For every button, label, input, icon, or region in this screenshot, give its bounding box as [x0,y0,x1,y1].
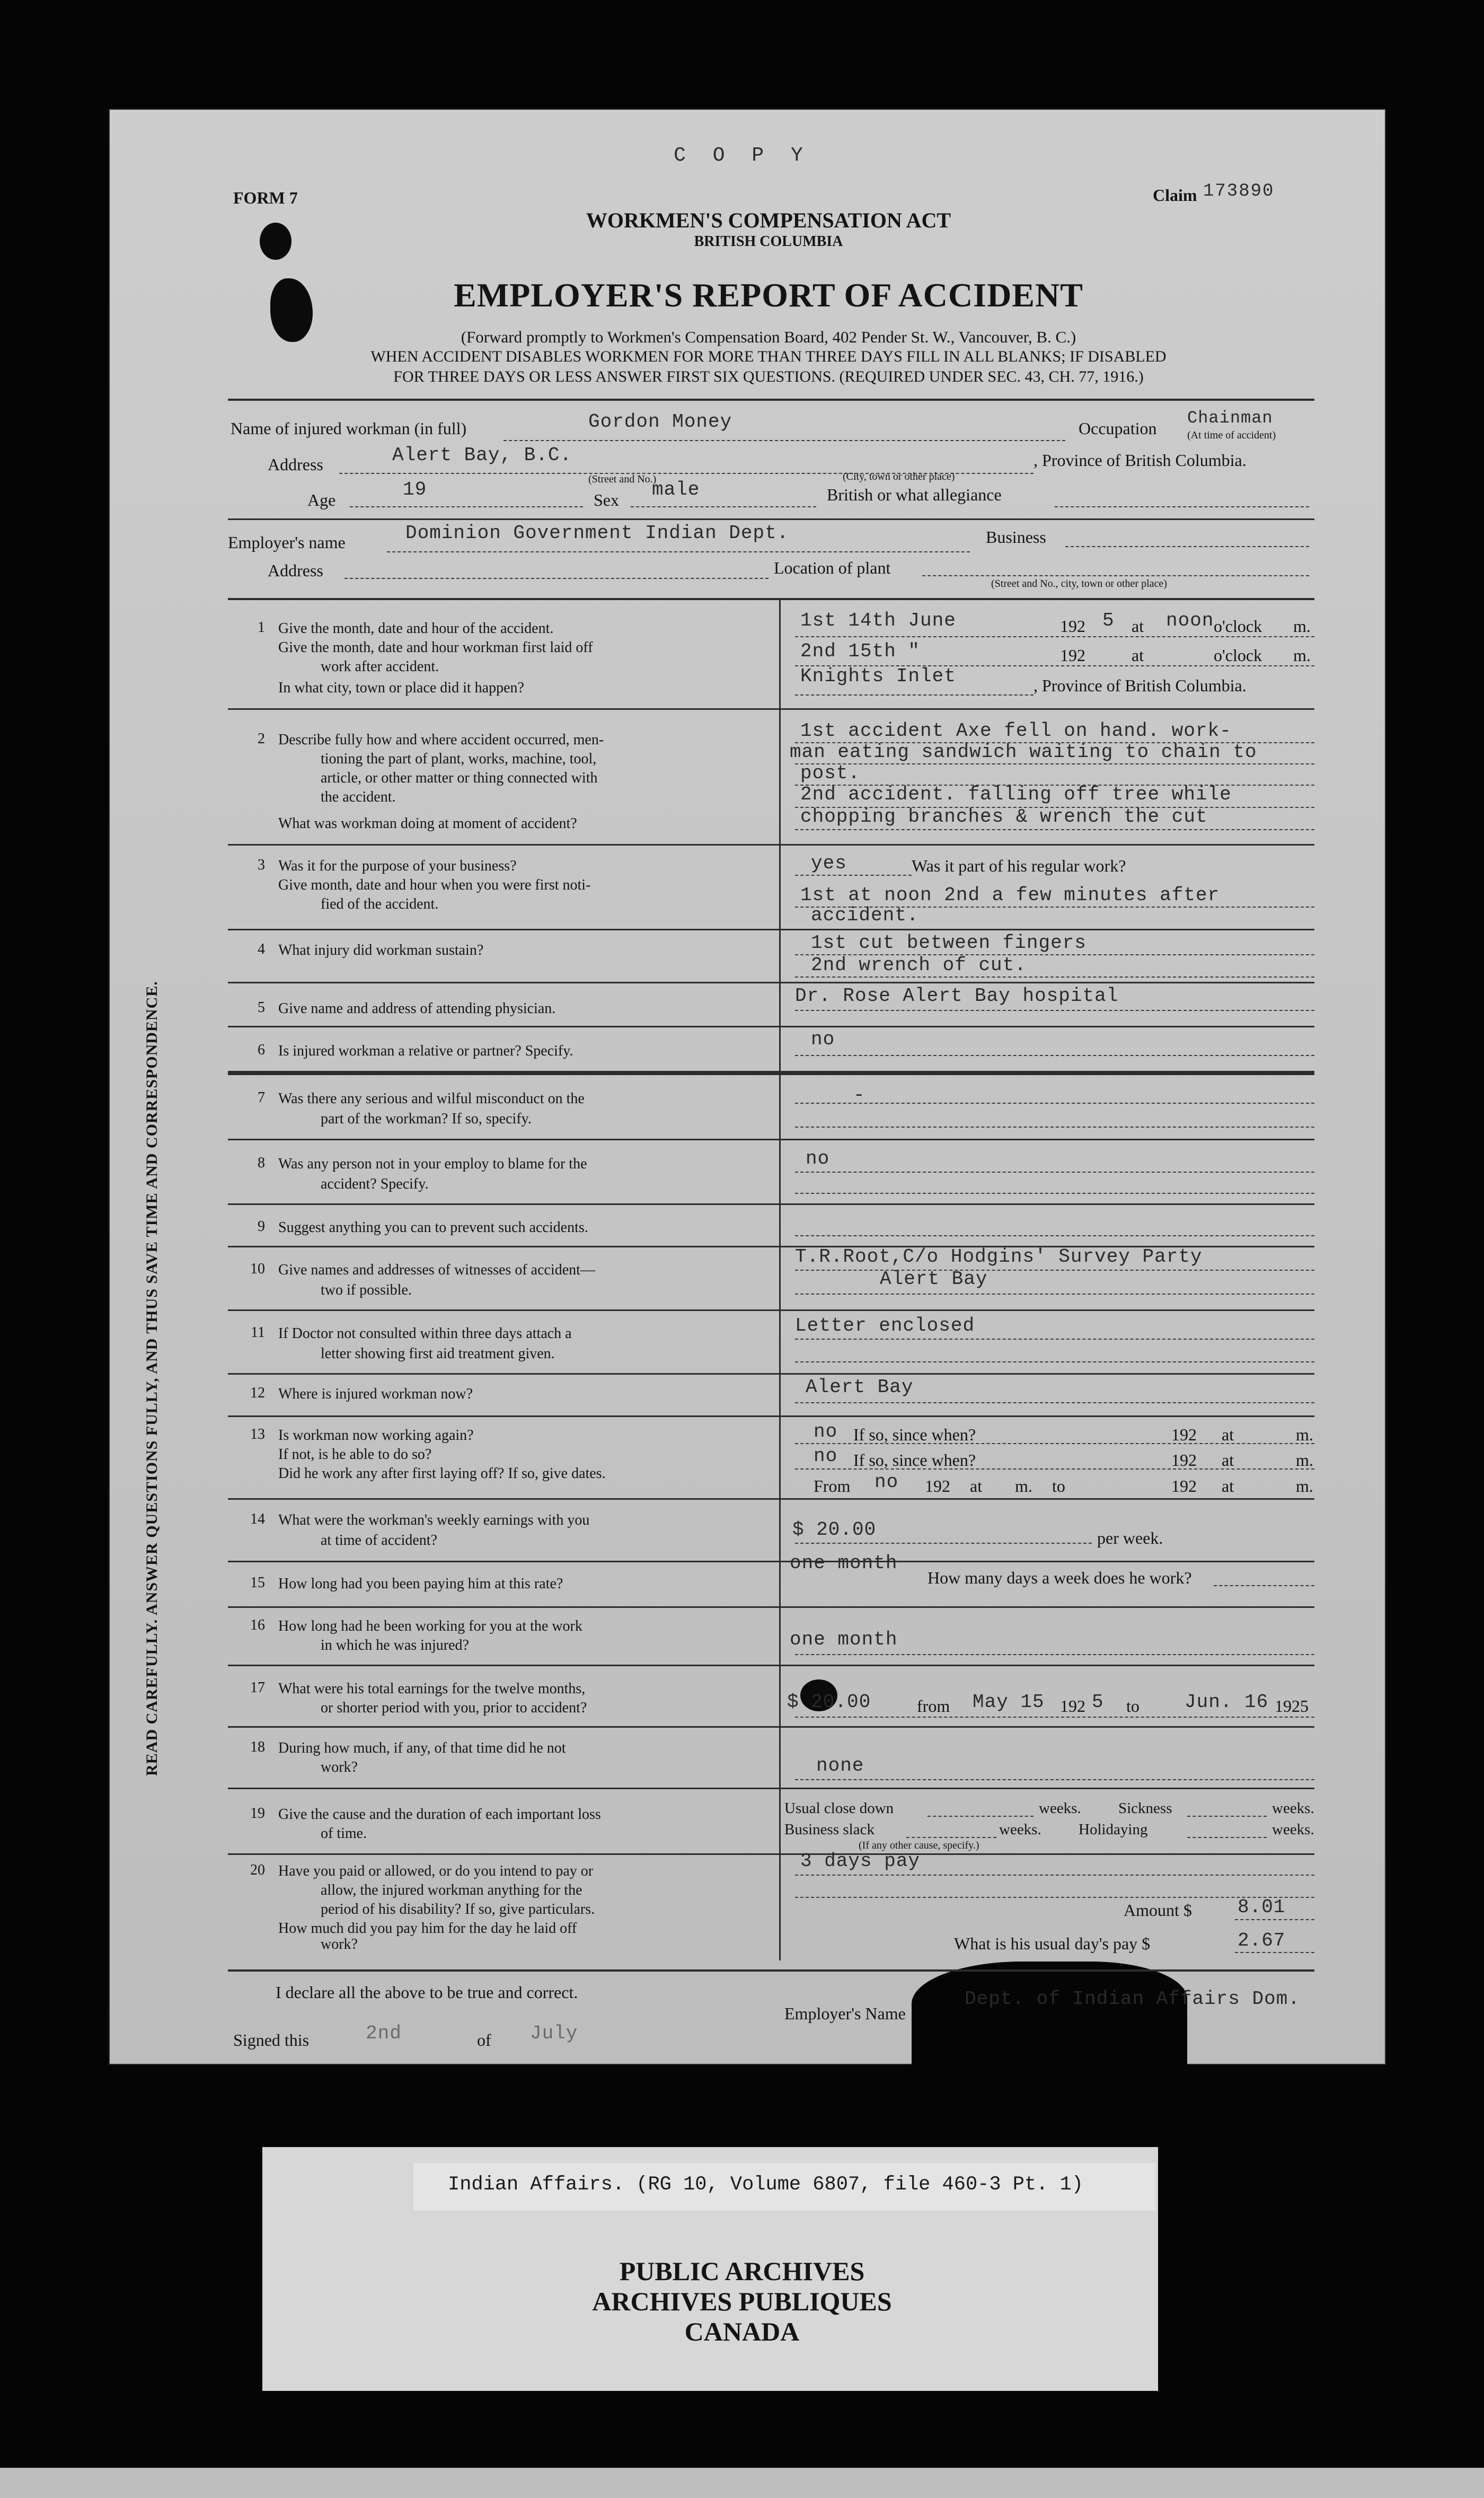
field-line [1055,506,1309,507]
answer-13-m-2: m. [1296,1450,1313,1470]
question-number: 6 [258,1042,265,1058]
question-number: 13 [250,1426,265,1442]
question-text: How long had he been working for you at the work [278,1618,582,1634]
answer-20-amount-label: Amount $ [1124,1901,1192,1920]
question-number: 12 [250,1385,265,1401]
answer-17-to-value: Jun. 16 [1185,1691,1269,1713]
sex-value: male [652,479,700,500]
answer-16: one month [790,1629,898,1650]
employer-name-footer-label: Employer's Name [784,2004,906,2023]
question-number: 16 [250,1617,265,1633]
field-line [795,1127,1314,1128]
answer-3-yes: yes [811,852,847,874]
age-value: 19 [403,479,427,500]
field-line [795,1654,1314,1655]
field-line [795,1468,1314,1470]
answer-13-to-year: 192 [1171,1476,1197,1496]
answer-1-oclock-2: o'clock [1214,646,1262,665]
question-text: In what city, town or place did it happen? [278,680,524,696]
row-divider [228,982,1314,983]
question-text: at time of accident? [321,1532,437,1549]
answer-17-year-2: 1925 [1275,1696,1309,1716]
question-text: Give names and addresses of witnesses of accident— [278,1262,595,1278]
answer-1-year-1: 192 [1060,617,1085,636]
question-text: Have you paid or allowed, or do you intend to pay or [278,1863,594,1879]
answer-17-to: to [1126,1696,1140,1716]
field-line [795,907,1314,908]
workman-name-label: Name of injured workman (in full) [231,419,467,438]
field-line [795,875,912,876]
answer-13-to-m: m. [1296,1476,1313,1496]
employer-name-footer-value: Dept. of Indian Affairs Dom. [965,1988,1300,2010]
answer-10-line-1: T.R.Root,C/o Hodgins' Survey Party [795,1246,1203,1268]
field-line [795,1235,1314,1236]
question-text: work? [321,1759,358,1775]
answer-13-since-1: If so, since when? [853,1425,976,1444]
field-line [1235,1952,1314,1953]
row-divider [228,1561,1314,1562]
question-number: 3 [258,857,265,873]
field-line [795,1294,1314,1295]
employer-name-label: Employer's name [228,533,346,552]
answer-13-from-value: no [874,1471,899,1493]
answer-12: Alert Bay [806,1376,914,1398]
answer-13-from: From [814,1476,851,1496]
location-note: (Street and No., city, town or other place) [991,578,1167,590]
province-title: BRITISH COLUMBIA [694,233,843,250]
instructions-line-3: FOR THREE DAYS OR LESS ANSWER FIRST SIX QUESTIONS. (REQUIRED UNDER SEC. 43, CH. 77, 1916.) [393,368,1144,385]
question-text: Describe fully how and where accident occurred, men- [278,732,604,748]
address-label: Address [268,455,323,474]
field-line [795,1443,1314,1444]
declaration: I declare all the above to be true and correct. [276,1983,578,2002]
location-label: Location of plant [774,558,891,577]
answer-19-weeks-1: weeks. [1039,1800,1081,1817]
field-line [795,785,1314,786]
question-text: Give the month, date and hour of the accident. [278,620,554,637]
question-text: How much did you pay him for the day he laid off [278,1920,577,1937]
business-label: Business [986,527,1046,547]
question-number: 5 [258,999,265,1016]
field-line [795,977,1314,978]
answer-17-year-digit: 5 [1092,1691,1104,1713]
question-text: fied of the accident. [321,896,439,912]
answer-20-usual: 2.67 [1238,1930,1286,1951]
answer-4-line-1: 1st cut between fingers [811,932,1086,954]
allegiance-label: British or what allegiance [827,485,1002,504]
question-text: Was it for the purpose of your business? [278,858,517,874]
thick-divider [228,1071,1314,1075]
question-text: What were the workman's weekly earnings with you [278,1512,590,1528]
answer-13-no-2: no [814,1445,838,1467]
question-number: 14 [250,1511,265,1527]
answer-13-year-1: 192 [1171,1425,1197,1444]
page-title: EMPLOYER'S REPORT OF ACCIDENT [454,276,1083,314]
answer-1-province: , Province of British Columbia. [1034,676,1247,695]
field-line [795,763,1314,764]
bottom-band [0,2468,1484,2498]
answer-1-date-1: 1st 14th June [800,610,956,631]
question-text: Give the cause and the duration of each important loss [278,1806,601,1823]
row-divider [228,1373,1314,1375]
row-divider [228,1309,1314,1311]
workman-name-value: Gordon Money [588,411,732,433]
question-text: accident? Specify. [321,1176,429,1192]
answer-1-at: at [1132,617,1144,636]
answer-19-close-down: Usual close down [784,1800,894,1817]
row-divider [228,1788,1314,1789]
ink-blot [260,223,292,260]
city-note: (City, town or other place) [843,471,955,482]
field-line [795,636,1314,637]
employer-address-label: Address [268,561,323,580]
question-text: period of his disability? If so, give particulars. [321,1901,595,1918]
answer-13-no-1: no [814,1421,838,1442]
occupation-note: (At time of accident) [1187,429,1276,441]
question-number: 19 [250,1805,265,1822]
field-line [795,1779,1314,1780]
question-text: the accident. [321,789,396,805]
row-divider [228,1969,1314,1972]
answer-18: none [816,1755,864,1776]
answer-20-usual-label: What is his usual day's pay $ [954,1934,1151,1953]
answer-6: no [811,1028,835,1050]
question-text: Give the month, date and hour workman first laid off [278,639,593,656]
answer-13-at-2: at [1222,1450,1234,1470]
row-divider [228,1726,1314,1728]
question-text: work? [321,1936,358,1952]
question-text: of time. [321,1825,367,1842]
answer-13-at-1: at [1222,1425,1234,1444]
street-note: (Street and No.) [588,473,657,485]
field-line [795,1010,1314,1011]
answer-11: Letter enclosed [795,1315,975,1336]
field-line [1187,1816,1267,1817]
archive-reference: Indian Affairs. (RG 10, Volume 6807, file 460-3 Pt. 1) [448,2174,1083,2196]
row-divider [228,1606,1314,1608]
field-line [1065,546,1309,547]
answer-1-hour: noon [1166,610,1214,631]
answer-17-from: from [917,1696,950,1716]
field-line [795,694,1034,696]
answer-13-to: to [1052,1476,1065,1496]
answer-19-weeks-4: weeks. [1272,1821,1314,1838]
answer-1-m-2: m. [1293,646,1311,665]
field-line [795,1339,1314,1340]
answer-1-year-digit: 5 [1102,610,1115,631]
question-number: 11 [251,1324,265,1341]
answer-1-oclock: o'clock [1214,617,1262,636]
answer-15: one month [790,1552,898,1574]
row-divider [228,1498,1314,1500]
field-line [1187,1837,1267,1838]
field-line [795,742,1314,743]
row-divider [228,708,1314,710]
claim-number: 173890 [1203,181,1275,201]
archive-line-1: PUBLIC ARCHIVES [619,2256,865,2286]
answer-19-sickness: Sickness [1118,1800,1172,1817]
row-divider [228,1665,1314,1666]
answer-13-to-at: at [1222,1476,1234,1496]
question-text: Is injured workman a relative or partner? Specify. [278,1043,573,1059]
question-text: letter showing first aid treatment given. [321,1345,555,1362]
row-divider [228,1203,1314,1205]
question-number: 17 [250,1679,265,1696]
answer-2-line-1: 1st accident Axe fell on hand. work- [800,720,1232,742]
question-number: 9 [258,1218,265,1235]
question-number: 7 [258,1089,265,1106]
answer-2-line-5: chopping branches & wrench the cut [800,806,1208,828]
claim-label: Claim [1153,186,1197,205]
field-line [922,575,1309,576]
question-number: 15 [250,1575,265,1591]
field-line [1214,1585,1314,1586]
field-line [350,506,583,507]
answer-17-amount: $ 20.00 [787,1691,871,1713]
answer-1-date-2: 2nd 15th " [800,640,921,662]
answer-15-days-label: How many days a week does he work? [928,1568,1192,1587]
question-text: allow, the injured workman anything for the [321,1882,582,1898]
field-line [795,1897,1314,1898]
field-line [795,1193,1314,1194]
answer-19-weeks-3: weeks. [999,1821,1041,1838]
question-number: 1 [258,619,265,636]
field-line [928,1816,1034,1817]
instructions-line-2: WHEN ACCIDENT DISABLES WORKMEN FOR MORE THAN THREE DAYS FILL IN ALL BLANKS; IF DISABLED [370,348,1167,365]
field-line [795,807,1314,808]
row-divider [228,844,1314,846]
answer-13-year-2: 192 [1171,1450,1197,1470]
question-text: What was workman doing at moment of accident? [278,815,577,832]
answer-19-weeks-2: weeks. [1272,1800,1314,1817]
side-instruction: READ CAREFULLY. ANSWER QUESTIONS FULLY, AND THUS SAVE TIME AND CORRESPONDENCE. [143,981,161,1776]
copy-mark: C O P Y [674,144,810,167]
act-title: WORKMEN'S COMPENSATION ACT [586,208,951,232]
address-value: Alert Bay, B.C. [392,444,572,466]
row-divider [228,929,1314,930]
occupation-label: Occupation [1079,419,1157,438]
question-number: 8 [258,1155,265,1171]
employer-name-value: Dominion Government Indian Dept. [405,522,789,544]
archive-line-2: ARCHIVES PUBLIQUES [592,2286,892,2316]
divider [228,399,1314,401]
answer-1-place: Knights Inlet [800,665,956,687]
field-line [795,1172,1314,1173]
field-line [795,1361,1314,1362]
question-text: work after accident. [321,658,439,675]
answer-1-year-2: 192 [1060,646,1085,665]
answer-17-from-value: May 15 [973,1691,1045,1713]
answer-2-line-2: man eating sandwich waiting to chain to [790,741,1257,763]
answer-2-line-4: 2nd accident. falling off tree while [800,784,1232,805]
field-line [795,1055,1314,1056]
field-line [795,1717,1314,1718]
answer-8: no [806,1148,830,1169]
row-divider [228,1853,1314,1855]
answer-5: Dr. Rose Alert Bay hospital [795,985,1119,1007]
column-divider [779,598,781,1960]
answer-13-m-1: m. [1296,1425,1313,1444]
age-label: Age [307,490,336,509]
answer-13-from-year: 192 [925,1476,950,1496]
question-text: article, or other matter or thing connected with [321,770,598,786]
question-text: Give name and address of attending physician. [278,1000,556,1017]
question-text: tioning the part of plant, works, machine, tool, [321,751,597,767]
question-text: Did he work any after first laying off? If so, give dates. [278,1465,606,1482]
archive-line-3: CANADA [684,2317,800,2346]
answer-20: 3 days pay [800,1850,921,1872]
form-number: FORM 7 [233,188,298,207]
form-page [109,109,1386,2065]
field-line [795,829,1314,830]
divider [228,598,1314,600]
answer-19-business-slack: Business slack [784,1821,874,1838]
answer-3-line-2: 1st at noon 2nd a few minutes after [800,884,1220,906]
question-text: or shorter period with you, prior to accident? [321,1700,587,1716]
question-text: During how much, if any, of that time did he not [278,1740,566,1756]
question-number: 18 [250,1739,265,1755]
signed-month: July [530,2022,578,2044]
question-text: What injury did workman sustain? [278,942,484,958]
answer-2-line-3: post. [800,762,861,784]
question-text: What were his total earnings for the twelve months, [278,1681,586,1697]
question-number: 20 [250,1862,265,1878]
answer-13-from-at: at [970,1476,983,1496]
field-line [795,1402,1314,1403]
answer-3-line-3: accident. [811,904,919,926]
field-line [906,1837,996,1838]
question-text: Suggest anything you can to prevent such accidents. [278,1219,588,1236]
row-divider [228,1415,1314,1417]
field-line [387,551,970,552]
question-text: Was any person not in your employ to blame for the [278,1156,587,1172]
question-text: If Doctor not consulted within three days attach a [278,1325,572,1342]
signed-of: of [477,2030,491,2050]
question-text: How long had you been paying him at this rate? [278,1576,563,1592]
answer-14-per-week: per week. [1097,1528,1163,1547]
answer-19-holidaying: Holidaying [1079,1821,1148,1838]
question-text: part of the workman? If so, specify. [321,1111,532,1127]
question-text: Give month, date and hour when you were first noti- [278,877,591,893]
answer-3-regular-label: Was it part of his regular work? [912,856,1126,875]
instructions-line-1: (Forward promptly to Workmen's Compensation Board, 402 Pender St. W., Vancouver, B. C.) [461,328,1076,346]
row-divider [228,1026,1314,1027]
question-number: 2 [258,731,265,747]
question-text: Was there any serious and wilful misconduct on the [278,1090,585,1107]
answer-1-m: m. [1293,617,1311,636]
field-line [795,954,1314,955]
torn-corner [912,1962,1187,2068]
answer-20-amount: 8.01 [1238,1896,1286,1918]
field-line [795,1103,1314,1104]
field-line [344,578,768,579]
question-number: 10 [250,1261,265,1277]
answer-13-since-2: If so, since when? [853,1450,976,1470]
question-text: If not, is he able to do so? [278,1446,432,1463]
field-line [631,506,816,507]
field-line [795,1875,1314,1876]
field-line [504,440,1065,441]
field-line [795,1543,1092,1544]
answer-17-year: 192 [1060,1696,1085,1716]
signed-label: Signed this [233,2030,310,2050]
answer-4-line-2: 2nd wrench of cut. [811,954,1027,976]
answer-7: - [853,1084,865,1106]
occupation-value: Chainman [1187,408,1273,428]
divider [228,518,1314,520]
field-line [795,1270,1314,1271]
answer-19-note: (If any other cause, specify.) [859,1840,979,1851]
question-number: 4 [258,941,265,957]
question-text: two if possible. [321,1282,412,1298]
question-text: Where is injured workman now? [278,1386,473,1402]
row-divider [228,1139,1314,1140]
signed-day: 2nd [366,2022,402,2044]
answer-13-from-m: m. [1015,1476,1032,1496]
answer-1-at-2: at [1132,646,1144,665]
answer-14-amount: $ 20.00 [792,1519,877,1541]
answer-10-line-2: Alert Bay [880,1268,988,1290]
field-line [1235,1919,1314,1920]
sex-label: Sex [594,490,619,509]
question-text: in which he was injured? [321,1637,469,1653]
question-text: Is workman now working again? [278,1427,474,1444]
province-text: , Province of British Columbia. [1034,451,1247,470]
